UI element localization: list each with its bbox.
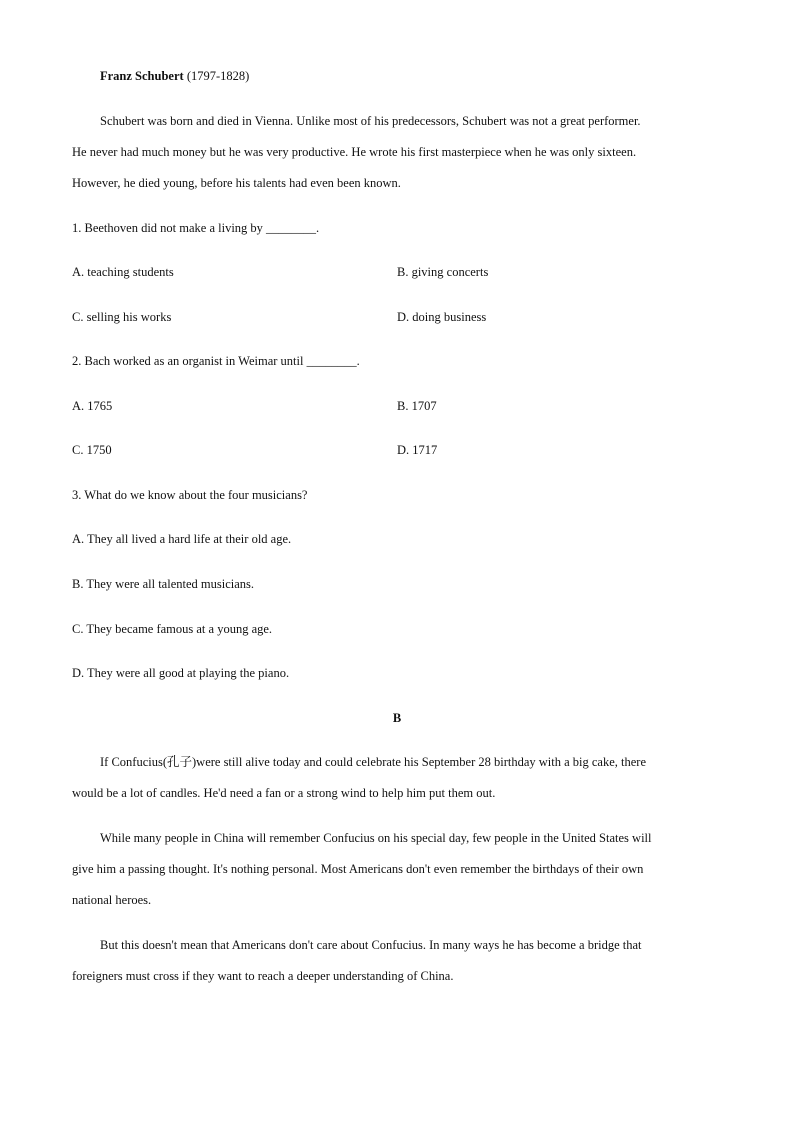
question-1-option-d: D. doing business: [397, 310, 487, 324]
question-2-option-b: B. 1707: [397, 399, 437, 413]
question-1-option-a: A. teaching students: [72, 265, 174, 279]
question-1-option-c: C. selling his works: [72, 310, 172, 324]
schubert-name: Franz Schubert: [100, 69, 184, 83]
question-2-option-a: A. 1765: [72, 399, 113, 413]
section-b-heading: B: [392, 711, 402, 725]
question-3-option-b: B. They were all talented musicians.: [72, 577, 255, 591]
section-b-p3-line-1: But this doesn't mean that Americans don't care about Confucius. In many ways he has become a bridge that: [100, 938, 642, 952]
question-3-stem: 3. What do we know about the four musicians?: [72, 488, 308, 502]
section-b-p1-line-1: If Confucius(孔子)were still alive today and could celebrate his September 28 birthday with a big cake, there: [100, 755, 647, 769]
section-b-p3-line-2: foreigners must cross if they want to reach a deeper understanding of China.: [72, 969, 454, 983]
schubert-line-2: He never had much money but he was very productive. He wrote his first masterpiece when he was only sixteen.: [72, 145, 637, 159]
question-2-stem: 2. Bach worked as an organist in Weimar until ________.: [72, 354, 360, 368]
question-1-stem: 1. Beethoven did not make a living by ________.: [72, 221, 320, 235]
section-b-p2-line-2: give him a passing thought. It's nothing personal. Most Americans don't even remember the birthdays of their own: [72, 862, 644, 876]
schubert-years: (1797-1828): [183, 69, 250, 83]
section-b-p2-line-3: national heroes.: [72, 893, 152, 907]
question-2-option-c: C. 1750: [72, 443, 112, 457]
question-3-option-d: D. They were all good at playing the piano.: [72, 666, 290, 680]
section-b-p2-line-1: While many people in China will remember Confucius on his special day, few people in the United States will: [100, 831, 652, 845]
section-b-p1-line-2: would be a lot of candles. He'd need a fan or a strong wind to help him put them out.: [72, 786, 496, 800]
schubert-line-3: However, he died young, before his talents had even been known.: [72, 176, 401, 190]
question-1-option-b: B. giving concerts: [397, 265, 489, 279]
schubert-heading: [100, 68, 249, 84]
schubert-line-1: Schubert was born and died in Vienna. Unlike most of his predecessors, Schubert was not a great performer.: [100, 114, 641, 128]
question-3-option-a: A. They all lived a hard life at their old age.: [72, 532, 292, 546]
question-2-option-d: D. 1717: [397, 443, 438, 457]
question-3-option-c: C. They became famous at a young age.: [72, 622, 273, 636]
